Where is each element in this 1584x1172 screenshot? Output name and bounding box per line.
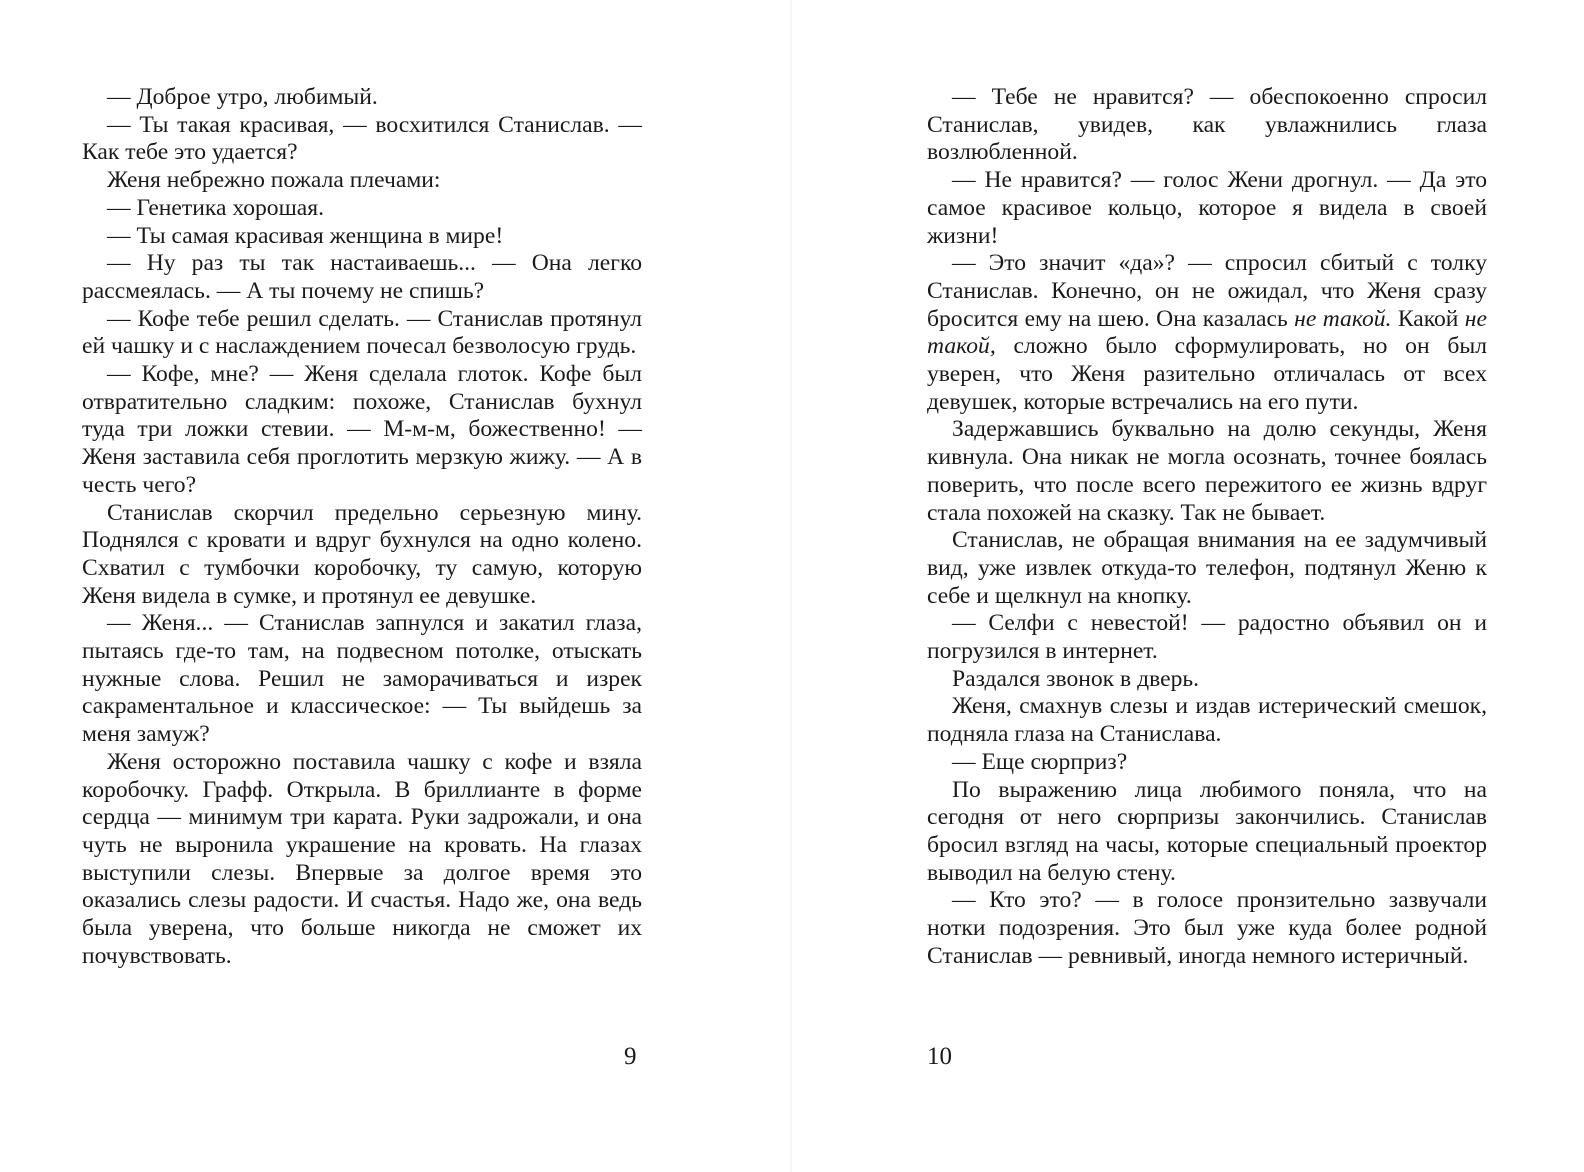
italic-emphasis: не такой. — [1294, 305, 1392, 332]
page-number-right: 10 — [927, 1043, 952, 1070]
right-page — [927, 84, 1487, 971]
paragraph: — Ты такая красивая, — восхитился Станислав. — Как тебе это удается? — [82, 111, 642, 166]
italic-emphasis: не такой, — [927, 305, 1487, 360]
paragraph: — Тебе не нравится? — обеспокоенно спросил Станислав, увидев, как увлажнились глаза возлюбленной. — [927, 84, 1487, 166]
right-page-text — [927, 84, 1487, 971]
paragraph: — Кто это? — в голосе пронзительно зазвучали нотки подозрения. Это был уже куда более родной Станислав — ревнивый, иногда немного истеричный. — [927, 887, 1487, 969]
text-run: — Это значит «да»? — спросил сбитый с толку Станислав. Конечно, он не ожидал, что Женя сразу бросится ему на шею. Она казалась — [927, 250, 1487, 332]
paragraph: Станислав, не обращая внимания на ее задумчивый вид, уже извлек откуда-то телефон, подтянул Женю к себе и щелкнул на кнопку. — [927, 527, 1487, 609]
paragraph: — Доброе утро, любимый. — [107, 84, 378, 110]
paragraph: — Генетика хорошая. — [107, 194, 324, 221]
paragraph-with-emphasis — [927, 250, 1487, 416]
paragraph: Станислав скорчил предельно серьезную мину. Поднялся с кровати и вдруг бухнулся на одно колено. Схватил с тумбочки коробочку, ту самую, которую Женя видела в сумке, и протянул ее девушке. — [82, 499, 642, 609]
paragraph: — Ты самая красивая женщина в мире! — [107, 222, 504, 249]
paragraph: — Кофе, мне? — Женя сделала глоток. Кофе был отвратительно сладким: похоже, Станислав бухнул туда три ложки стевии. — М-м-м, божественно! — Женя заставила себя проглотить мерзкую жижу. — А в честь чего? — [82, 361, 642, 498]
paragraph: — Селфи с невестой! — радостно объявил он и погрузился в интернет. — [927, 610, 1487, 665]
text-run: Какой — [1391, 305, 1465, 332]
paragraph: По выражению лица любимого поняла, что на сегодня от него сюрпризы закончились. Станислав бросил взгляд на часы, которые специальный проектор выводил на белую стену. — [927, 776, 1487, 886]
paragraph: — Ну раз ты так настаиваешь... — Она легко рассмеялась. — А ты почему не спишь? — [82, 250, 642, 304]
paragraph: Женя небрежно пожала плечами: — [107, 167, 441, 194]
text-run: сложно было сформулировать, но он был уверен, что Женя разительно отличалась от всех девушек, которые встречались на его пути. — [927, 333, 1487, 415]
paragraph: Задержавшись буквально на долю секунды, Женя кивнула. Она никак не могла осознать, точнее боялась поверить, что после всего пережитого ее жизнь вдруг стала похожей на сказку. Так не бывает. — [927, 416, 1487, 526]
paragraph: Женя осторожно поставила чашку с кофе и взяла коробочку. Графф. Открыла. В бриллианте в форме сердца — минимум три карата. Руки задрожали, и она чуть не выронила украшение на кровать. На глазах выступили слезы. Впервые за долгое время это оказались слезы радости. И счастья. Надо же, она ведь была уверена, что больше никогда не сможет их почувствовать. — [82, 748, 642, 969]
paragraph: Раздался звонок в дверь. — [952, 665, 1200, 692]
page-number-left: 9 — [624, 1043, 637, 1070]
book-gutter — [790, 0, 792, 1172]
paragraph: — Женя... — Станислав запнулся и закатил глаза, пытаясь где-то там, на подвесном потолке, отыскать нужные слова. Решил не заморачиваться и изрек сакраментальное и классическое: — Ты выйдешь за меня замуж? — [82, 610, 642, 748]
paragraph: — Кофе тебе решил сделать. — Станислав протянул ей чашку и с наслаждением почесал безволосую грудь. — [82, 305, 642, 360]
paragraph: — Еще сюрприз? — [952, 748, 1128, 775]
paragraph: Женя, смахнув слезы и издав истерический смешок, подняла глаза на Станислава. — [927, 693, 1487, 748]
left-page — [82, 84, 642, 971]
left-page-text — [82, 84, 642, 971]
paragraph: — Не нравится? — голос Жени дрогнул. — Да это самое красивое кольцо, которое я видела в своей жизни! — [927, 167, 1487, 249]
